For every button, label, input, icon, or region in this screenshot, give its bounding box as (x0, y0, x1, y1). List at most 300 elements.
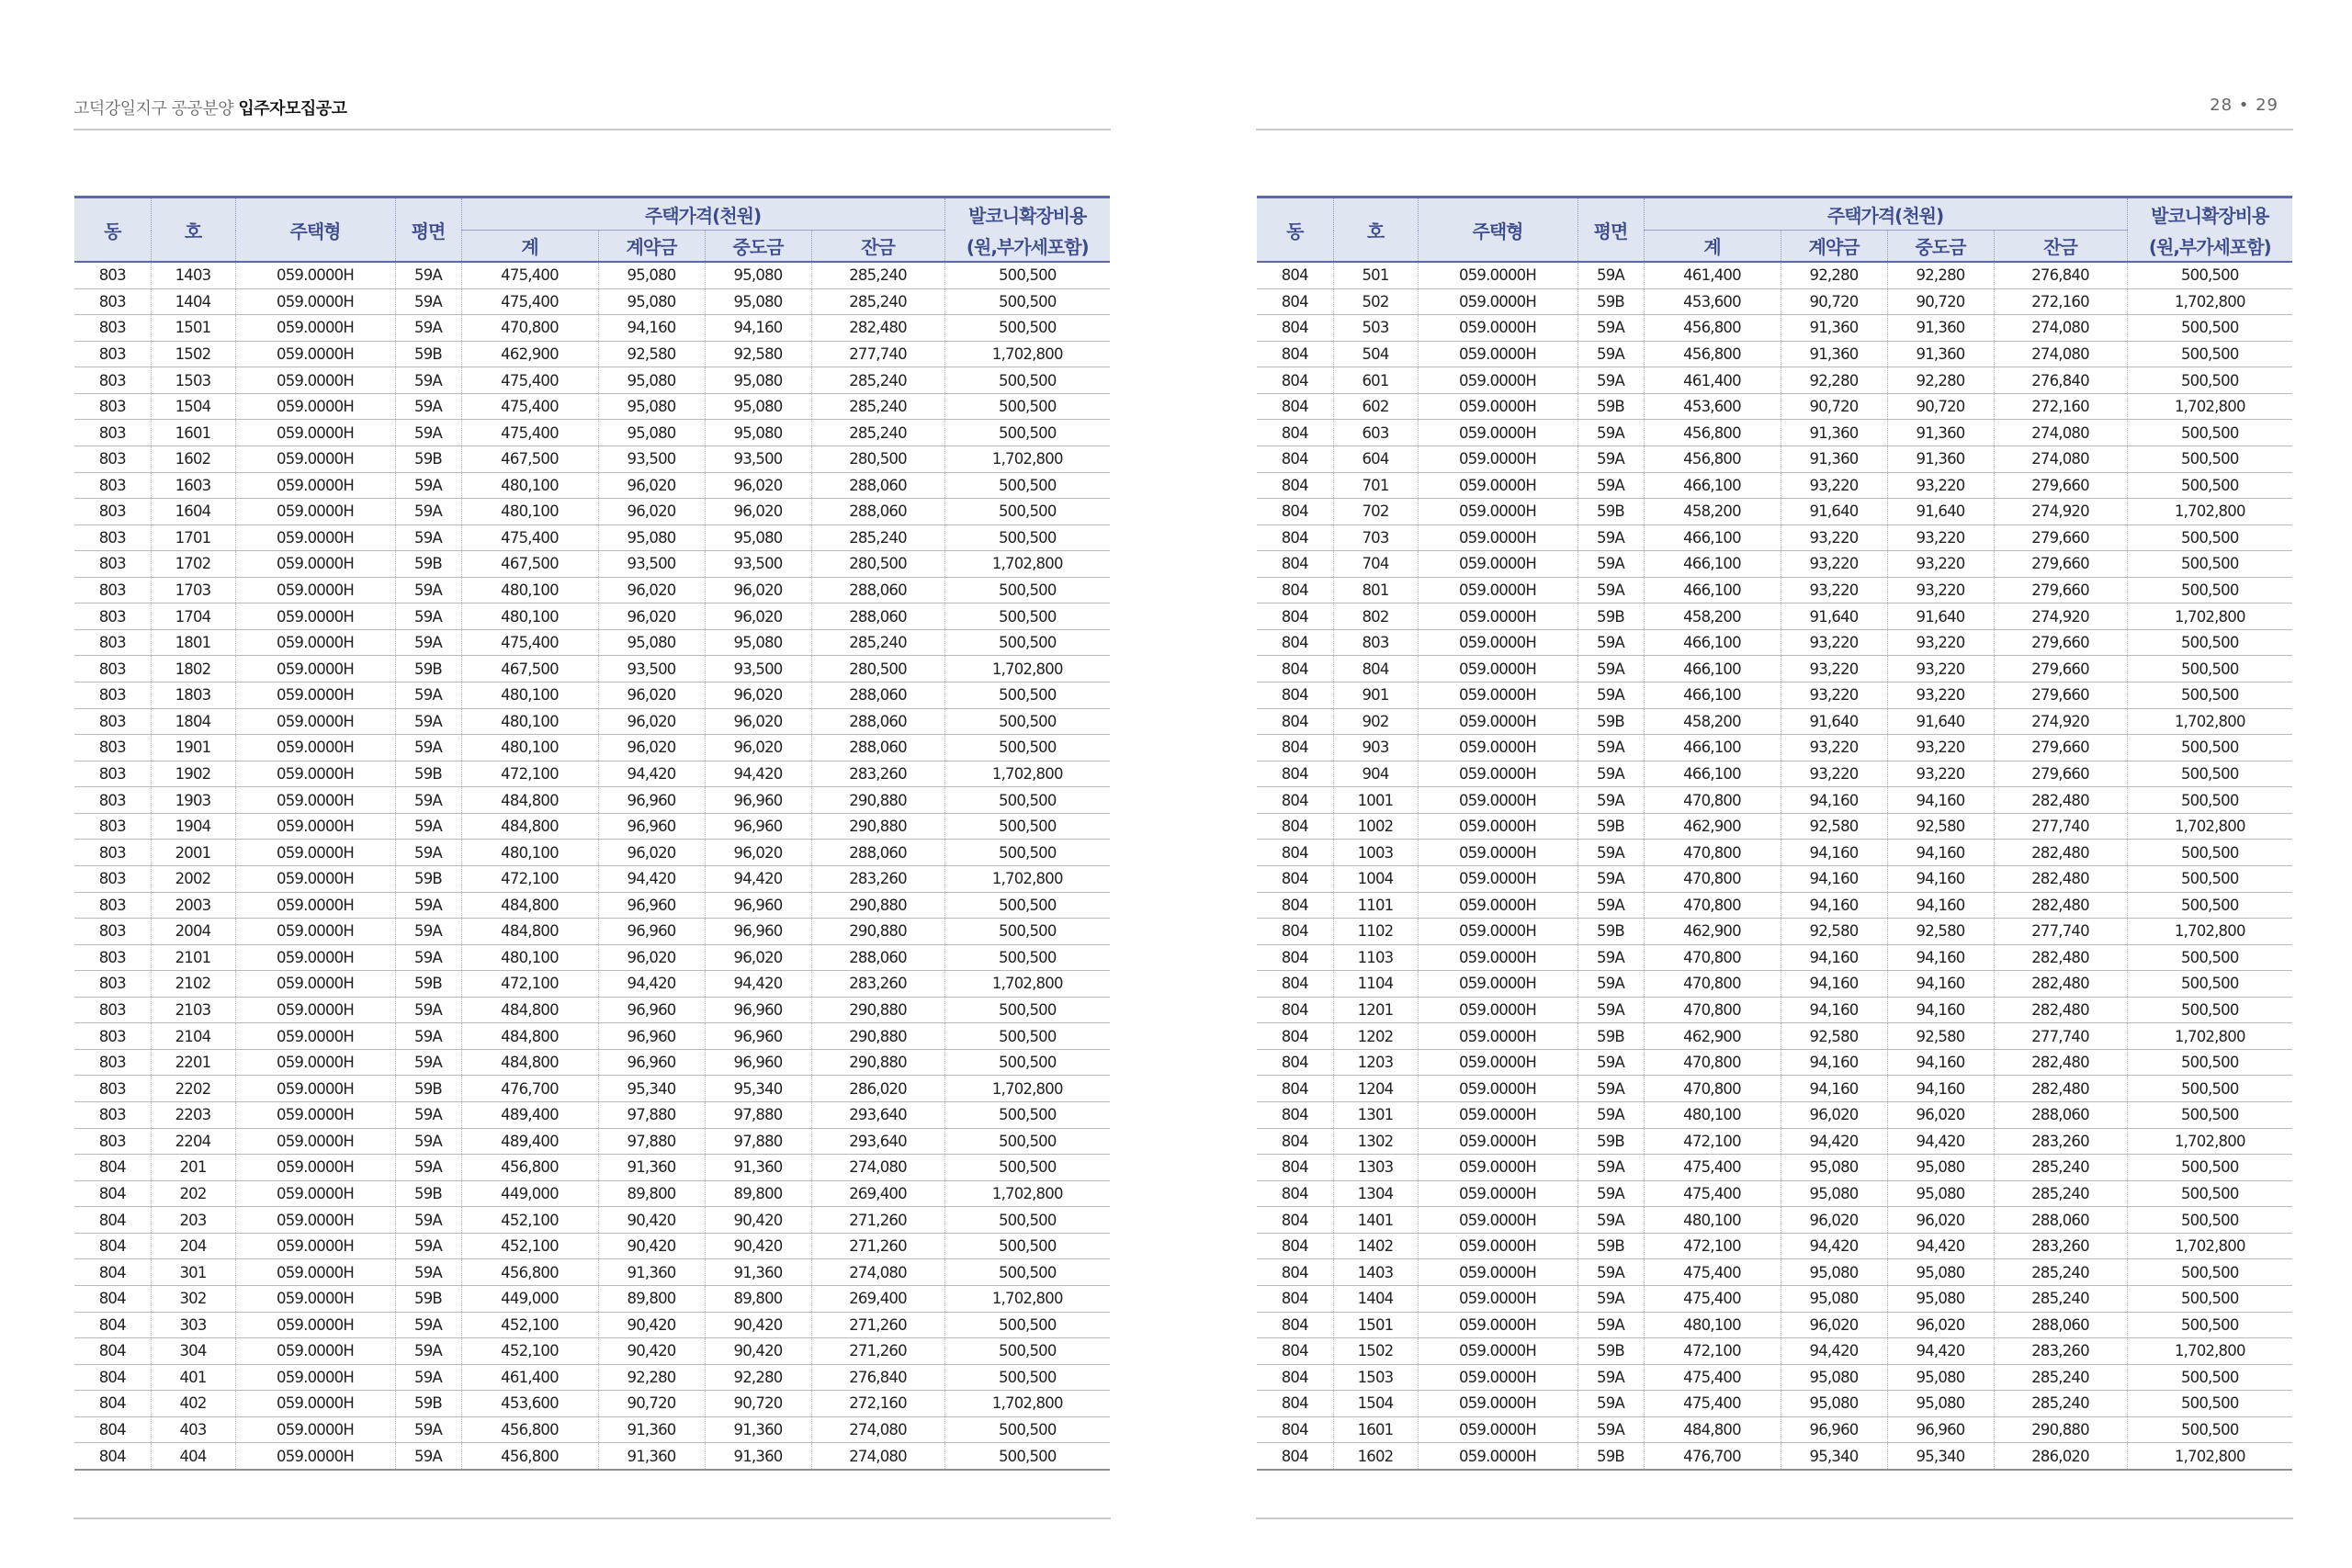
cell-contract: 91,360 (598, 1259, 705, 1286)
cell-housing-type: 059.0000H (235, 1207, 395, 1234)
cell-housing-type: 059.0000H (235, 341, 395, 367)
cell-balance: 285,240 (811, 393, 944, 420)
cell-interim: 90,420 (705, 1312, 811, 1338)
header-housing-type: 주택형 (1418, 197, 1577, 263)
cell-dong: 803 (74, 1049, 151, 1076)
cell-housing-type: 059.0000H (1418, 656, 1577, 682)
cell-total: 458,200 (1644, 708, 1781, 735)
header-total: 계 (461, 231, 598, 263)
cell-ho: 1303 (1333, 1155, 1418, 1181)
cell-total: 453,600 (1644, 288, 1781, 315)
cell-pyeong: 59A (1577, 262, 1644, 288)
cell-contract: 91,360 (1781, 446, 1887, 472)
table-row (1257, 1312, 2292, 1338)
cell-balcony-cost: 500,500 (944, 499, 1110, 525)
cell-ho: 1604 (151, 499, 235, 525)
table-row (74, 262, 1110, 288)
cell-interim: 94,160 (1887, 997, 1994, 1023)
cell-ho: 2003 (151, 892, 235, 919)
cell-total: 489,400 (461, 1128, 598, 1155)
cell-balance: 274,080 (811, 1259, 944, 1286)
cell-contract: 96,020 (1781, 1207, 1887, 1234)
cell-contract: 91,360 (598, 1416, 705, 1443)
cell-total: 466,100 (1644, 525, 1781, 551)
cell-total: 470,800 (1644, 840, 1781, 866)
cell-interim: 95,080 (705, 525, 811, 551)
table-row (74, 1128, 1110, 1155)
cell-interim: 91,360 (1887, 420, 1994, 446)
cell-dong: 804 (1257, 1416, 1333, 1443)
cell-pyeong: 59A (1577, 1207, 1644, 1234)
cell-balcony-cost: 1,702,800 (944, 656, 1110, 682)
cell-pyeong: 59B (1577, 1338, 1644, 1365)
cell-ho: 202 (151, 1180, 235, 1207)
cell-contract: 93,220 (1781, 525, 1887, 551)
header-dong: 동 (1257, 197, 1333, 263)
cell-total: 458,200 (1644, 499, 1781, 525)
cell-contract: 96,020 (598, 472, 705, 499)
cell-total: 489,400 (461, 1102, 598, 1129)
cell-pyeong: 59A (1577, 1049, 1644, 1076)
cell-balcony-cost: 500,500 (944, 1416, 1110, 1443)
cell-dong: 803 (74, 341, 151, 367)
cell-pyeong: 59A (395, 262, 461, 288)
cell-dong: 804 (1257, 604, 1333, 630)
cell-interim: 95,340 (705, 1076, 811, 1102)
cell-pyeong: 59A (1577, 446, 1644, 472)
table-row (1257, 944, 2292, 971)
cell-ho: 1601 (151, 420, 235, 446)
cell-dong: 804 (1257, 288, 1333, 315)
cell-interim: 94,160 (1887, 787, 1994, 814)
cell-total: 475,400 (1644, 1391, 1781, 1417)
table-row (74, 735, 1110, 761)
cell-contract: 96,020 (598, 682, 705, 709)
cell-balcony-cost: 500,500 (2127, 761, 2292, 787)
cell-housing-type: 059.0000H (1418, 997, 1577, 1023)
cell-balance: 288,060 (1994, 1207, 2127, 1234)
cell-total: 475,400 (461, 525, 598, 551)
cell-total: 456,800 (1644, 446, 1781, 472)
cell-dong: 803 (74, 944, 151, 971)
cell-total: 484,800 (461, 1023, 598, 1050)
cell-balcony-cost: 500,500 (944, 1207, 1110, 1234)
cell-total: 470,800 (1644, 787, 1781, 814)
cell-balance: 282,480 (1994, 971, 2127, 998)
cell-interim: 93,220 (1887, 629, 1994, 656)
cell-balance: 282,480 (1994, 865, 2127, 892)
cell-balcony-cost: 500,500 (2127, 1259, 2292, 1286)
cell-total: 449,000 (461, 1180, 598, 1207)
table-row (74, 656, 1110, 682)
cell-pyeong: 59A (395, 525, 461, 551)
cell-balance: 288,060 (811, 840, 944, 866)
cell-interim: 91,360 (705, 1259, 811, 1286)
cell-interim: 91,360 (705, 1443, 811, 1470)
table-row (1257, 315, 2292, 342)
cell-contract: 94,420 (598, 761, 705, 787)
cell-dong: 803 (74, 577, 151, 604)
cell-housing-type: 059.0000H (1418, 604, 1577, 630)
cell-contract: 95,080 (1781, 1259, 1887, 1286)
table-row (1257, 525, 2292, 551)
cell-interim: 94,420 (705, 971, 811, 998)
cell-housing-type: 059.0000H (1418, 1312, 1577, 1338)
right-table-body (1257, 262, 2292, 1470)
cell-total: 475,400 (1644, 1259, 1781, 1286)
table-row (74, 446, 1110, 472)
cell-dong: 804 (1257, 262, 1333, 288)
cell-total: 475,400 (1644, 1285, 1781, 1312)
table-row (74, 1102, 1110, 1129)
cell-dong: 804 (1257, 1259, 1333, 1286)
table-row (74, 865, 1110, 892)
cell-balcony-cost: 1,702,800 (944, 1180, 1110, 1207)
cell-total: 466,100 (1644, 682, 1781, 709)
cell-total: 461,400 (1644, 367, 1781, 394)
cell-contract: 94,160 (1781, 997, 1887, 1023)
cell-total: 456,800 (461, 1259, 598, 1286)
header-price-group: 주택가격(천원) (461, 197, 944, 231)
cell-contract: 93,220 (1781, 656, 1887, 682)
cell-dong: 804 (1257, 420, 1333, 446)
header-interim: 중도금 (705, 231, 811, 263)
cell-contract: 92,280 (1781, 262, 1887, 288)
cell-balcony-cost: 500,500 (944, 1312, 1110, 1338)
cell-interim: 91,360 (1887, 446, 1994, 472)
cell-contract: 95,080 (598, 262, 705, 288)
cell-housing-type: 059.0000H (235, 656, 395, 682)
cell-pyeong: 59A (395, 735, 461, 761)
cell-pyeong: 59A (395, 1338, 461, 1365)
header-ho: 호 (151, 197, 235, 263)
cell-total: 480,100 (461, 682, 598, 709)
cell-balance: 279,660 (1994, 472, 2127, 499)
cell-contract: 91,360 (1781, 420, 1887, 446)
cell-dong: 804 (1257, 367, 1333, 394)
cell-pyeong: 59A (395, 1233, 461, 1259)
cell-balcony-cost: 1,702,800 (2127, 1233, 2292, 1259)
cell-dong: 804 (74, 1443, 151, 1470)
cell-housing-type: 059.0000H (235, 604, 395, 630)
cell-ho: 904 (1333, 761, 1418, 787)
cell-balcony-cost: 500,500 (944, 367, 1110, 394)
cell-interim: 95,080 (1887, 1391, 1994, 1417)
header-balcony-note: (원,부가세포함) (944, 231, 1110, 263)
table-row (1257, 420, 2292, 446)
cell-housing-type: 059.0000H (1418, 1233, 1577, 1259)
table-row (1257, 997, 2292, 1023)
cell-balance: 276,840 (811, 1364, 944, 1391)
table-row (1257, 1364, 2292, 1391)
cell-housing-type: 059.0000H (1418, 288, 1577, 315)
cell-balance: 285,240 (811, 262, 944, 288)
cell-housing-type: 059.0000H (235, 1049, 395, 1076)
cell-balance: 285,240 (1994, 1180, 2127, 1207)
cell-balcony-cost: 500,500 (2127, 682, 2292, 709)
cell-interim: 94,420 (1887, 1233, 1994, 1259)
cell-pyeong: 59A (395, 1207, 461, 1234)
cell-pyeong: 59A (395, 787, 461, 814)
table-row (1257, 1285, 2292, 1312)
cell-balcony-cost: 500,500 (944, 262, 1110, 288)
cell-contract: 96,960 (598, 892, 705, 919)
cell-pyeong: 59A (1577, 656, 1644, 682)
footer-rule-left (74, 1517, 1111, 1519)
cell-total: 449,000 (461, 1285, 598, 1312)
cell-balcony-cost: 500,500 (944, 1023, 1110, 1050)
cell-dong: 803 (74, 787, 151, 814)
cell-contract: 91,360 (1781, 315, 1887, 342)
cell-ho: 503 (1333, 315, 1418, 342)
cell-dong: 804 (1257, 1049, 1333, 1076)
cell-contract: 93,220 (1781, 472, 1887, 499)
cell-interim: 95,080 (705, 367, 811, 394)
table-row (74, 1233, 1110, 1259)
cell-balance: 290,880 (811, 997, 944, 1023)
cell-balance: 293,640 (811, 1128, 944, 1155)
cell-housing-type: 059.0000H (235, 813, 395, 840)
cell-contract: 91,640 (1781, 499, 1887, 525)
cell-ho: 1404 (151, 288, 235, 315)
cell-total: 480,100 (461, 708, 598, 735)
cell-total: 452,100 (461, 1207, 598, 1234)
cell-dong: 803 (74, 997, 151, 1023)
cell-balcony-cost: 500,500 (2127, 446, 2292, 472)
cell-pyeong: 59A (1577, 735, 1644, 761)
cell-interim: 92,280 (1887, 262, 1994, 288)
footer-rule-right (1256, 1517, 2293, 1519)
cell-interim: 95,080 (1887, 1180, 1994, 1207)
cell-balcony-cost: 1,702,800 (944, 341, 1110, 367)
cell-balance: 290,880 (811, 892, 944, 919)
cell-interim: 94,420 (705, 761, 811, 787)
cell-contract: 92,580 (1781, 1023, 1887, 1050)
cell-dong: 804 (1257, 1312, 1333, 1338)
cell-balance: 282,480 (1994, 787, 2127, 814)
cell-ho: 1503 (1333, 1364, 1418, 1391)
cell-balance: 279,660 (1994, 735, 2127, 761)
cell-total: 470,800 (1644, 1076, 1781, 1102)
cell-pyeong: 59A (1577, 761, 1644, 787)
cell-total: 462,900 (1644, 813, 1781, 840)
cell-balcony-cost: 500,500 (944, 393, 1110, 420)
cell-interim: 96,960 (705, 1023, 811, 1050)
cell-interim: 95,080 (705, 629, 811, 656)
cell-contract: 90,420 (598, 1312, 705, 1338)
cell-interim: 91,360 (705, 1416, 811, 1443)
cell-balance: 285,240 (811, 420, 944, 446)
cell-interim: 97,880 (705, 1128, 811, 1155)
table-row (1257, 1180, 2292, 1207)
cell-ho: 204 (151, 1233, 235, 1259)
cell-housing-type: 059.0000H (1418, 708, 1577, 735)
cell-interim: 90,420 (705, 1233, 811, 1259)
table-row (1257, 1259, 2292, 1286)
cell-contract: 96,960 (598, 1023, 705, 1050)
cell-interim: 93,220 (1887, 577, 1994, 604)
cell-contract: 95,080 (1781, 1391, 1887, 1417)
cell-housing-type: 059.0000H (235, 1155, 395, 1181)
cell-total: 484,800 (461, 813, 598, 840)
cell-ho: 1202 (1333, 1023, 1418, 1050)
cell-housing-type: 059.0000H (1418, 892, 1577, 919)
cell-ho: 804 (1333, 656, 1418, 682)
cell-housing-type: 059.0000H (1418, 499, 1577, 525)
cell-balance: 285,240 (811, 288, 944, 315)
cell-housing-type: 059.0000H (235, 708, 395, 735)
cell-pyeong: 59A (1577, 1391, 1644, 1417)
cell-balance: 285,240 (1994, 1391, 2127, 1417)
cell-total: 462,900 (1644, 1023, 1781, 1050)
cell-dong: 803 (74, 761, 151, 787)
cell-balcony-cost: 500,500 (2127, 551, 2292, 578)
cell-total: 466,100 (1644, 629, 1781, 656)
cell-housing-type: 059.0000H (235, 367, 395, 394)
table-row (1257, 1023, 2292, 1050)
cell-total: 480,100 (461, 944, 598, 971)
cell-balcony-cost: 1,702,800 (2127, 288, 2292, 315)
cell-ho: 1704 (151, 604, 235, 630)
cell-balance: 277,740 (1994, 813, 2127, 840)
cell-housing-type: 059.0000H (1418, 1155, 1577, 1181)
cell-balance: 293,640 (811, 1102, 944, 1129)
table-row (1257, 735, 2292, 761)
cell-housing-type: 059.0000H (235, 499, 395, 525)
cell-housing-type: 059.0000H (235, 865, 395, 892)
table-row (1257, 892, 2292, 919)
cell-ho: 704 (1333, 551, 1418, 578)
page-numbers: 28 • 29 (2210, 96, 2278, 115)
cell-contract: 94,160 (1781, 787, 1887, 814)
cell-interim: 92,280 (705, 1364, 811, 1391)
cell-balcony-cost: 500,500 (944, 525, 1110, 551)
cell-total: 458,200 (1644, 604, 1781, 630)
cell-interim: 90,720 (1887, 393, 1994, 420)
cell-housing-type: 059.0000H (235, 1285, 395, 1312)
cell-balance: 286,020 (811, 1076, 944, 1102)
cell-ho: 502 (1333, 288, 1418, 315)
cell-interim: 91,360 (705, 1155, 811, 1181)
cell-ho: 1204 (1333, 1076, 1418, 1102)
cell-total: 472,100 (461, 865, 598, 892)
cell-balance: 274,080 (811, 1443, 944, 1470)
cell-contract: 93,220 (1781, 735, 1887, 761)
cell-ho: 1701 (151, 525, 235, 551)
cell-housing-type: 059.0000H (1418, 1049, 1577, 1076)
cell-ho: 1801 (151, 629, 235, 656)
cell-balance: 288,060 (811, 735, 944, 761)
cell-pyeong: 59A (395, 997, 461, 1023)
cell-total: 456,800 (1644, 341, 1781, 367)
cell-balcony-cost: 1,702,800 (2127, 499, 2292, 525)
cell-contract: 92,580 (598, 341, 705, 367)
table-row (74, 892, 1110, 919)
cell-balcony-cost: 500,500 (2127, 1180, 2292, 1207)
cell-interim: 95,080 (1887, 1155, 1994, 1181)
cell-dong: 803 (74, 262, 151, 288)
cell-dong: 804 (1257, 315, 1333, 342)
cell-balcony-cost: 500,500 (944, 315, 1110, 342)
cell-total: 456,800 (461, 1416, 598, 1443)
cell-ho: 1902 (151, 761, 235, 787)
cell-balance: 274,080 (1994, 420, 2127, 446)
cell-ho: 1104 (1333, 971, 1418, 998)
left-table-body (74, 262, 1110, 1470)
cell-balance: 283,260 (811, 865, 944, 892)
table-row (1257, 919, 2292, 945)
cell-contract: 92,580 (1781, 813, 1887, 840)
cell-balcony-cost: 500,500 (944, 813, 1110, 840)
cell-interim: 95,080 (1887, 1259, 1994, 1286)
cell-pyeong: 59A (395, 393, 461, 420)
table-row (74, 288, 1110, 315)
cell-interim: 93,220 (1887, 761, 1994, 787)
cell-ho: 401 (151, 1364, 235, 1391)
cell-contract: 95,340 (1781, 1443, 1887, 1470)
cell-balcony-cost: 500,500 (944, 1233, 1110, 1259)
cell-pyeong: 59A (395, 367, 461, 394)
cell-pyeong: 59B (1577, 393, 1644, 420)
cell-pyeong: 59A (1577, 1259, 1644, 1286)
cell-balance: 271,260 (811, 1312, 944, 1338)
cell-balcony-cost: 1,702,800 (944, 1391, 1110, 1417)
cell-balcony-cost: 500,500 (2127, 787, 2292, 814)
cell-balcony-cost: 500,500 (2127, 472, 2292, 499)
table-row (74, 1338, 1110, 1365)
cell-pyeong: 59B (395, 1391, 461, 1417)
cell-ho: 1101 (1333, 892, 1418, 919)
cell-housing-type: 059.0000H (1418, 367, 1577, 394)
cell-total: 466,100 (1644, 656, 1781, 682)
cell-pyeong: 59B (1577, 1128, 1644, 1155)
cell-dong: 804 (1257, 892, 1333, 919)
cell-contract: 94,160 (1781, 971, 1887, 998)
cell-housing-type: 059.0000H (1418, 1391, 1577, 1417)
cell-total: 456,800 (1644, 315, 1781, 342)
cell-pyeong: 59A (1577, 1285, 1644, 1312)
cell-balcony-cost: 500,500 (2127, 367, 2292, 394)
cell-balcony-cost: 500,500 (944, 997, 1110, 1023)
cell-contract: 94,160 (1781, 865, 1887, 892)
cell-total: 467,500 (461, 446, 598, 472)
cell-interim: 94,160 (1887, 865, 1994, 892)
cell-contract: 95,080 (1781, 1155, 1887, 1181)
cell-dong: 804 (1257, 1338, 1333, 1365)
table-row (1257, 472, 2292, 499)
cell-pyeong: 59A (1577, 971, 1644, 998)
cell-total: 472,100 (1644, 1233, 1781, 1259)
cell-balance: 274,080 (1994, 446, 2127, 472)
cell-balance: 279,660 (1994, 656, 2127, 682)
cell-interim: 94,160 (1887, 892, 1994, 919)
cell-housing-type: 059.0000H (1418, 787, 1577, 814)
cell-pyeong: 59A (1577, 1312, 1644, 1338)
cell-contract: 96,020 (598, 944, 705, 971)
cell-interim: 91,360 (1887, 315, 1994, 342)
cell-interim: 97,880 (705, 1102, 811, 1129)
cell-dong: 804 (1257, 551, 1333, 578)
header-housing-type: 주택형 (235, 197, 395, 263)
cell-dong: 803 (74, 865, 151, 892)
cell-housing-type: 059.0000H (235, 472, 395, 499)
cell-dong: 803 (74, 367, 151, 394)
header-balance: 잔금 (1994, 231, 2127, 263)
cell-contract: 90,420 (598, 1233, 705, 1259)
cell-interim: 96,020 (705, 682, 811, 709)
cell-total: 470,800 (1644, 997, 1781, 1023)
cell-balcony-cost: 1,702,800 (944, 971, 1110, 998)
